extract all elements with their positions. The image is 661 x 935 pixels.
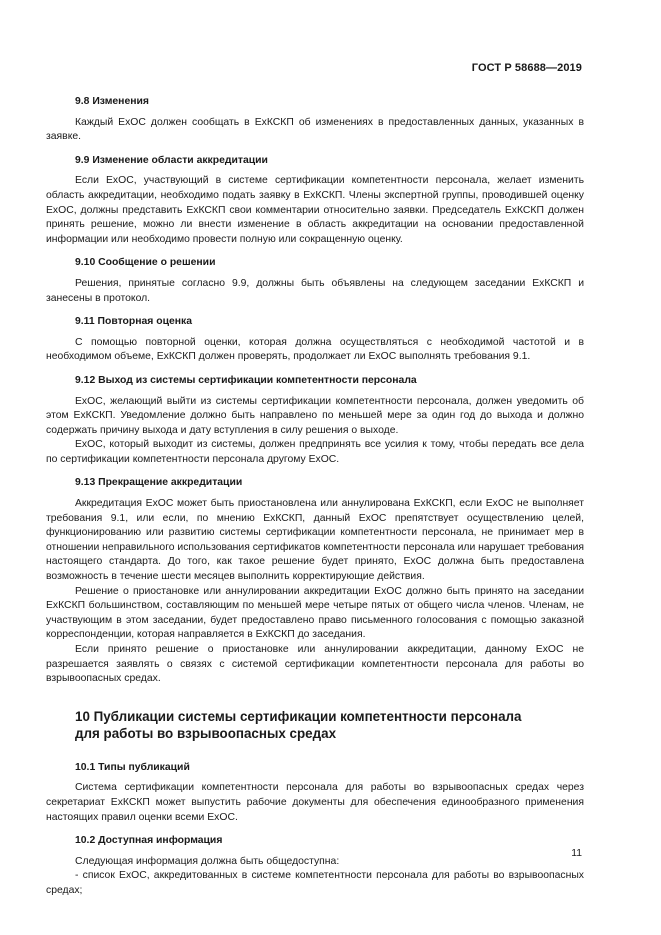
section-9-10	[46, 256, 584, 306]
paragraph: Каждый ExOC должен сообщать в ExКСКП об изменениях в предоставленных данных, указанных в заявке.	[46, 116, 584, 143]
section-9-8	[46, 95, 584, 145]
section-heading: 9.13 Прекращение аккредитации	[75, 477, 243, 489]
paragraph: Решения, принятые согласно 9.9, должны быть объявлены на следующем заседании ExКСКП и занесены в протокол.	[46, 277, 584, 304]
chapter-title-line: для работы во взрывоопасных средах	[75, 725, 337, 741]
section-heading: 10.2 Доступная информация	[75, 835, 223, 847]
paragraph: Если принято решение о приостановке или аннулировании аккредитации, данному ExOC не разрешается заявлять о связях с системой сертификации компетентности персонала для работы во взрывоопасных средах.	[46, 644, 584, 685]
paragraph: Следующая информация должна быть общедоступна:	[75, 855, 340, 867]
section-heading: 9.10 Сообщение о решении	[75, 257, 216, 269]
section-10-1	[46, 761, 584, 825]
section-heading: 9.12 Выход из системы сертификации компетентности персонала	[75, 374, 417, 386]
section-9-13	[46, 476, 584, 686]
section-heading: 9.8 Изменения	[75, 96, 149, 107]
section-heading: 9.11 Повторная оценка	[75, 316, 193, 328]
section-heading: 10.1 Типы публикаций	[75, 761, 190, 773]
paragraph: Если ExOC, участвующий в системе сертификации компетентности персонала, желает изменить область аккредитации, необходимо подать заявку в ExКСКП. Члены экспертной группы, проводившей оценку ExOC, должны представить ExКСКП свои комментарии относительно заявки. Председатель ExКСКП должен принять решение, можно ли внести изменение в область аккредитации на основании предоставленной информации или необходимо провести полную или сокращенную оценку.	[46, 175, 584, 245]
paragraph: Аккредитация ExOC может быть приостановлена или аннулирована ExКСКП, если ExOC не выполняет требования 9.1, или если, по мнению ExКСКП, данный ExOC препятствует осуществлению целей, функционированию или развитию системы сертификации компетентности персонала, не принимает мер в отношении неправильного использования сертификатов компетентности персонала или нарушает требования настоящего стандарта. До того, как такое решение будет принято, ExOC должна быть предоставлена возможность в течение шести месяцев выполнить корректирующие действия.	[46, 498, 584, 583]
paragraph: ExOC, желающий выйти из системы сертификации компетентности персонала, должен уведомить об этом ExКСКП. Уведомление должно быть направлено по меньшей мере за один год до выхода и должно содержать причину выхода и дату вступления в силу решения о выходе.	[46, 395, 584, 436]
page-number: 11	[571, 848, 582, 859]
paragraph: ExOC, который выходит из системы, должен предпринять все усилия к тому, чтобы передать все дела по сертификации компетентности персонала другому ExOC.	[46, 439, 584, 465]
section-9-11	[46, 315, 584, 365]
paragraph: Решение о приостановке или аннулировании аккредитации ExOC должно быть принято на заседании ExКСКП большинством, составляющим по меньшей мере четыре пятых от общего числа членов. Членам, не участвующим в этом заседании, будет предоставлено право письменного голосования с помощью заказной корреспонденции, которая направляется в ExКСКП до заседания.	[46, 585, 584, 641]
paragraph: Система сертификации компетентности персонала для работы во взрывоопасных средах через секретариат ExКСКП может выпустить рабочие документы для обеспечения единообразного применения настоящих правил оценки всеми ExOC.	[46, 782, 584, 823]
document-body	[46, 95, 584, 908]
paragraph: С помощью повторной оценки, которая должна осуществляться с необходимой частотой и в необходимом объеме, ExКСКП должен проверять, продолжает ли ExOC выполнять требования 9.1.	[46, 336, 584, 363]
section-9-9	[46, 154, 584, 248]
standard-number: ГОСТ Р 58688—2019	[471, 62, 582, 74]
section-10-2	[46, 834, 584, 898]
section-9-12	[46, 374, 584, 468]
chapter-10-title	[46, 708, 584, 742]
list-item: - список ExOC, аккредитованных в системе компетентности персонала для работы во взрывоопасных средах;	[46, 870, 584, 896]
chapter-title-line: 10 Публикации системы сертификации компетентности персонала	[75, 708, 522, 724]
section-heading: 9.9 Изменение области аккредитации	[75, 154, 268, 166]
